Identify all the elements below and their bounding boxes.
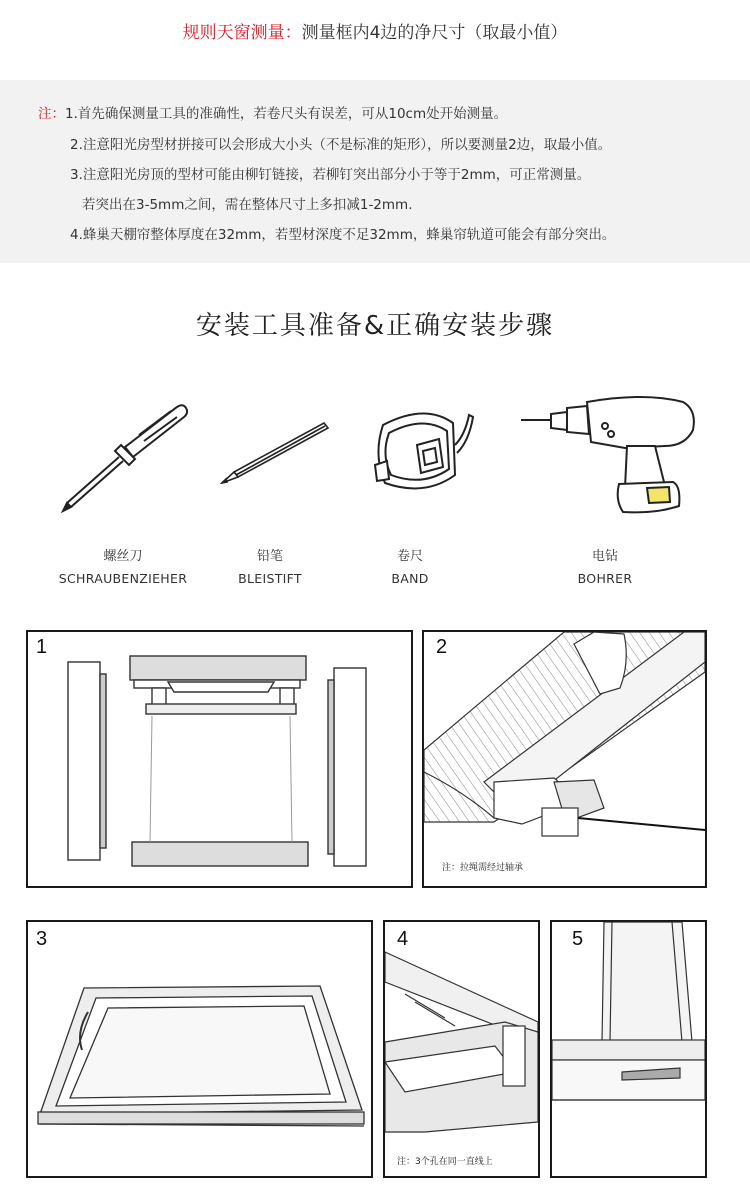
note-line-3b: 若突出在3-5mm之间，需在整体尺寸上多扣减1-2mm.	[82, 197, 413, 213]
note-text-1: 1.首先确保测量工具的准确性，若卷尺头有误差，可从10cm处开始测量。	[65, 106, 508, 122]
step-number: 3	[36, 928, 48, 950]
step-1-illustration	[28, 632, 411, 886]
step-4-caption: 注：3个孔在同一直线上	[397, 1157, 493, 1167]
step-1-panel	[26, 630, 413, 888]
section-title: 安装工具准备&正确安装步骤	[195, 311, 555, 341]
step-3-illustration	[28, 922, 371, 1176]
drill-icon	[515, 390, 700, 520]
title-highlight: 规则天窗测量：	[182, 23, 302, 43]
note-label: 注：	[38, 106, 65, 122]
note-line-4: 4.蜂巢天棚帘整体厚度在32mm，若型材深度不足32mm，蜂巢帘轨道可能会有部分突出。	[70, 227, 616, 243]
step-2-caption: 注：拉绳需经过轴承	[442, 863, 524, 873]
note-line-1	[38, 102, 507, 122]
note-line-2: 2.注意阳光房型材拼接可以会形成大小头（不是标准的矩形），所以要测量2边，取最小值。	[70, 137, 612, 153]
step-4-illustration	[385, 922, 538, 1176]
step-3-panel	[26, 920, 373, 1178]
notes-panel	[0, 80, 750, 263]
tool-label-tape-cn: 卷尺	[396, 549, 423, 564]
note-line-3: 3.注意阳光房顶的型材可能由柳钉链接，若柳钉突出部分小于等于2mm，可正常测量。	[70, 167, 591, 183]
step-number: 1	[36, 636, 48, 658]
tool-label-screwdriver-en: SCHRAUBENZIEHER	[58, 571, 188, 586]
tool-label-screwdriver-cn: 螺丝刀	[103, 549, 143, 564]
tool-label-pencil-cn: 铅笔	[256, 549, 283, 564]
step-2-illustration	[424, 632, 705, 886]
step-number: 4	[397, 928, 409, 950]
page-title	[0, 18, 750, 43]
step-2-panel	[422, 630, 707, 888]
step-number: 5	[572, 928, 584, 950]
tool-label-pencil-en: BLEISTIFT	[238, 571, 302, 586]
tool-label-drill-en: BOHRER	[577, 571, 633, 586]
tool-label-drill-cn: 电钻	[591, 549, 618, 564]
title-text: 测量框内4边的净尺寸（取最小值）	[301, 23, 568, 43]
step-number: 2	[436, 636, 448, 658]
step-4-panel	[383, 920, 540, 1178]
step-5-panel	[550, 920, 707, 1178]
pencil-icon	[212, 415, 332, 495]
step-5-illustration	[552, 922, 705, 1176]
tool-label-tape-en: BAND	[391, 571, 429, 586]
tape-measure-icon	[365, 405, 480, 505]
screwdriver-icon	[55, 395, 190, 515]
